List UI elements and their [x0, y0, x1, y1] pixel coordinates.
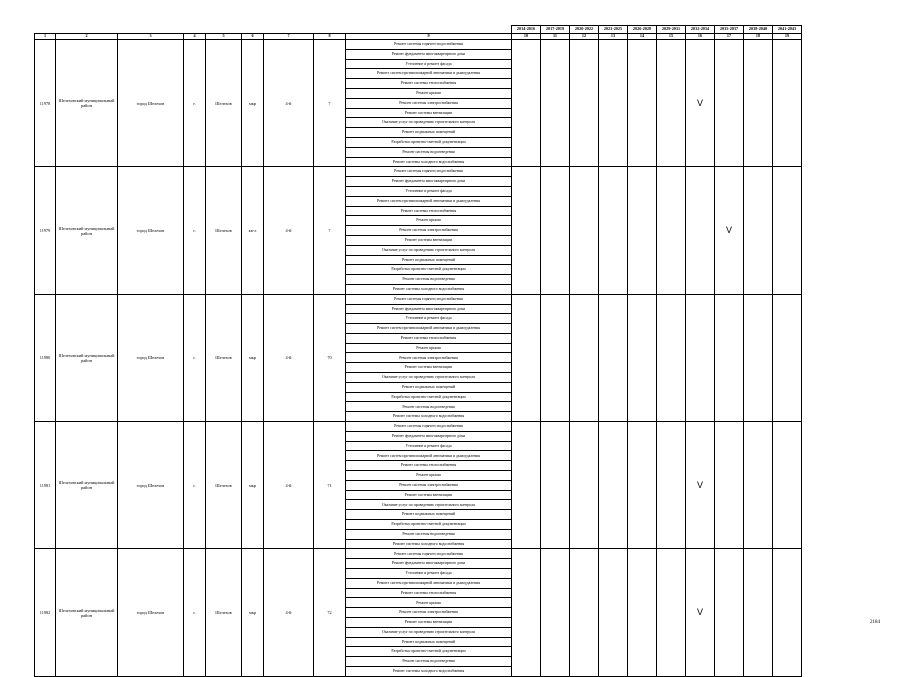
work-type: Разработка проектно-сметной документации [346, 392, 512, 402]
work-type: Ремонт системы холодного водоснабжения [346, 157, 512, 167]
record-district: Шелеховский муниципальный район [56, 39, 118, 166]
period-cell [570, 167, 599, 294]
column-number: 19 [773, 33, 802, 39]
period-cell [570, 549, 599, 676]
work-type: Ремонт системы электроснабжения [346, 480, 512, 490]
column-number: 18 [744, 33, 773, 39]
period-cell [686, 294, 715, 421]
column-number: 2 [56, 33, 118, 39]
period-cell [541, 167, 570, 294]
period-cell [541, 39, 570, 166]
column-number: 5 [206, 33, 242, 39]
period-header: 2029-2031 [657, 26, 686, 34]
period-cell [541, 294, 570, 421]
record-settlement: город Шелехов [118, 294, 184, 421]
record-district: Шелеховский муниципальный район [56, 549, 118, 676]
period-mark: V [686, 422, 715, 549]
work-type: Ремонт крыши [346, 343, 512, 353]
period-cell [628, 422, 657, 549]
work-type: Утепление и ремонт фасада [346, 441, 512, 451]
period-cell [744, 422, 773, 549]
work-type: Утепление и ремонт фасада [346, 186, 512, 196]
period-header-row [35, 26, 802, 34]
record-locality-type: г. [184, 549, 206, 676]
period-cell [657, 422, 686, 549]
work-type: Ремонт систем противопожарной автоматики и дымоудаления [346, 324, 512, 334]
record-settlement: город Шелехов [118, 422, 184, 549]
record-locality-type: г. [184, 167, 206, 294]
period-cell [570, 39, 599, 166]
period-cell [715, 422, 744, 549]
period-cell [657, 549, 686, 676]
period-cell [512, 422, 541, 549]
work-type: Ремонт фундамента многоквартирного дома [346, 304, 512, 314]
work-type: Ремонт системы электроснабжения [346, 353, 512, 363]
work-type: Ремонт системы холодного водоснабжения [346, 412, 512, 422]
period-header: 2023-2025 [599, 26, 628, 34]
period-cell [512, 39, 541, 166]
record-house: 7 [314, 39, 346, 166]
work-type: Ремонт крыши [346, 471, 512, 481]
work-type: Ремонт системы горячего водоснабжения [346, 167, 512, 177]
record-street: 4-й [264, 549, 314, 676]
work-type: Ремонт фундамента многоквартирного дома [346, 431, 512, 441]
work-type: Ремонт системы водоотведения [346, 275, 512, 285]
record-locality-type: г. [184, 294, 206, 421]
period-cell [599, 549, 628, 676]
record-house: 70 [314, 294, 346, 421]
work-type: Ремонт системы теплоснабжения [346, 206, 512, 216]
work-type: Ремонт системы водоотведения [346, 147, 512, 157]
work-type: Ремонт подвальных помещений [346, 382, 512, 392]
period-cell [657, 39, 686, 166]
record-district: Шелеховский муниципальный район [56, 422, 118, 549]
period-cell [744, 167, 773, 294]
period-cell [628, 39, 657, 166]
period-cell [744, 294, 773, 421]
column-number: 14 [628, 33, 657, 39]
work-type: Ремонт системы вентиляции [346, 618, 512, 628]
record-id: 11978 [35, 39, 56, 166]
column-number: 16 [686, 33, 715, 39]
column-number: 9 [346, 33, 512, 39]
work-type: Разработка проектно-сметной документации [346, 520, 512, 530]
record-id: 11982 [35, 549, 56, 676]
period-cell [512, 294, 541, 421]
work-type: Ремонт системы электроснабжения [346, 608, 512, 618]
record-street: 4-й [264, 39, 314, 166]
table-row [35, 294, 802, 304]
work-type: Ремонт системы вентиляции [346, 235, 512, 245]
work-type: Ремонт системы водоотведения [346, 657, 512, 667]
work-type: Ремонт системы горячего водоснабжения [346, 422, 512, 432]
column-number: 10 [512, 33, 541, 39]
period-header: 2020-2022 [570, 26, 599, 34]
period-cell [773, 39, 802, 166]
record-house: 7 [314, 167, 346, 294]
work-type: Ремонт системы теплоснабжения [346, 588, 512, 598]
period-cell [773, 549, 802, 676]
column-number: 3 [118, 33, 184, 39]
record-locality: Шелехов [206, 549, 242, 676]
capital-repair-register-table [34, 25, 802, 677]
work-type: Ремонт подвальных помещений [346, 255, 512, 265]
column-number: 12 [570, 33, 599, 39]
work-type: Ремонт системы электроснабжения [346, 226, 512, 236]
period-cell [541, 422, 570, 549]
work-type: Ремонт систем противопожарной автоматики и дымоудаления [346, 451, 512, 461]
record-id: 11981 [35, 422, 56, 549]
record-street-type: мкр [242, 549, 264, 676]
record-locality-type: г. [184, 422, 206, 549]
period-cell [541, 549, 570, 676]
record-id: 11980 [35, 294, 56, 421]
table-row [35, 167, 802, 177]
work-type: Ремонт подвальных помещений [346, 637, 512, 647]
record-house: 71 [314, 422, 346, 549]
work-type: Утепление и ремонт фасада [346, 569, 512, 579]
record-street-type: кв-л [242, 167, 264, 294]
work-type: Оказание услуг по проведению строительного контроля [346, 118, 512, 128]
period-cell [628, 294, 657, 421]
work-type: Ремонт системы электроснабжения [346, 98, 512, 108]
column-number: 4 [184, 33, 206, 39]
work-type: Ремонт крыши [346, 598, 512, 608]
table-row [35, 39, 802, 49]
work-type: Ремонт системы водоотведения [346, 529, 512, 539]
work-type: Разработка проектно-сметной документации [346, 137, 512, 147]
record-street-type: мкр [242, 422, 264, 549]
period-cell [599, 39, 628, 166]
work-type: Утепление и ремонт фасада [346, 314, 512, 324]
record-locality-type: г. [184, 39, 206, 166]
period-header: 2038-2040 [744, 26, 773, 34]
period-cell [773, 294, 802, 421]
period-cell [773, 422, 802, 549]
column-number: 11 [541, 33, 570, 39]
work-type: Оказание услуг по проведению строительного контроля [346, 373, 512, 383]
period-cell [599, 422, 628, 549]
record-district: Шелеховский муниципальный район [56, 167, 118, 294]
column-number: 15 [657, 33, 686, 39]
record-locality: Шелехов [206, 39, 242, 166]
work-type: Ремонт систем противопожарной автоматики и дымоудаления [346, 196, 512, 206]
period-cell [686, 167, 715, 294]
record-locality: Шелехов [206, 167, 242, 294]
period-cell [657, 294, 686, 421]
period-cell [512, 549, 541, 676]
period-header: 2035-2037 [715, 26, 744, 34]
work-type: Ремонт фундамента многоквартирного дома [346, 49, 512, 59]
work-type: Ремонт подвальных помещений [346, 510, 512, 520]
period-cell [715, 549, 744, 676]
record-settlement: город Шелехов [118, 167, 184, 294]
work-type: Ремонт системы холодного водоснабжения [346, 284, 512, 294]
record-district: Шелеховский муниципальный район [56, 294, 118, 421]
work-type: Ремонт системы теплоснабжения [346, 461, 512, 471]
period-cell [657, 167, 686, 294]
column-number: 8 [314, 33, 346, 39]
work-type: Ремонт фундамента многоквартирного дома [346, 559, 512, 569]
work-type: Утепление и ремонт фасада [346, 59, 512, 69]
work-type: Ремонт системы горячего водоснабжения [346, 39, 512, 49]
work-type: Ремонт системы холодного водоснабжения [346, 666, 512, 676]
column-number: 7 [264, 33, 314, 39]
period-cell [599, 167, 628, 294]
record-id: 11979 [35, 167, 56, 294]
work-type: Ремонт системы горячего водоснабжения [346, 294, 512, 304]
period-cell [628, 167, 657, 294]
page-number: 2184 [870, 620, 880, 625]
table-row [35, 549, 802, 559]
work-type: Ремонт систем противопожарной автоматики и дымоудаления [346, 69, 512, 79]
period-cell [628, 549, 657, 676]
work-type: Ремонт системы вентиляции [346, 363, 512, 373]
period-header: 2032-2034 [686, 26, 715, 34]
period-cell [715, 39, 744, 166]
table-row [35, 422, 802, 432]
record-settlement: город Шелехов [118, 549, 184, 676]
work-type: Ремонт систем противопожарной автоматики и дымоудаления [346, 578, 512, 588]
record-street-type: мкр [242, 39, 264, 166]
period-cell [599, 294, 628, 421]
work-type: Ремонт крыши [346, 88, 512, 98]
work-type: Ремонт системы вентиляции [346, 108, 512, 118]
period-cell [512, 167, 541, 294]
period-mark: V [686, 39, 715, 166]
work-type: Разработка проектно-сметной документации [346, 647, 512, 657]
period-cell [744, 39, 773, 166]
record-street: 4-й [264, 294, 314, 421]
work-type: Ремонт системы горячего водоснабжения [346, 549, 512, 559]
record-settlement: город Шелехов [118, 39, 184, 166]
work-type: Ремонт системы теплоснабжения [346, 333, 512, 343]
record-street-type: мкр [242, 294, 264, 421]
work-type: Оказание услуг по проведению строительного контроля [346, 500, 512, 510]
period-cell [773, 167, 802, 294]
period-mark: V [715, 167, 744, 294]
column-number: 1 [35, 33, 56, 39]
period-cell [570, 422, 599, 549]
work-type: Ремонт подвальных помещений [346, 128, 512, 138]
work-type: Ремонт системы водоотведения [346, 402, 512, 412]
work-type: Ремонт системы теплоснабжения [346, 79, 512, 89]
period-header: 2041-2043 [773, 26, 802, 34]
work-type: Ремонт системы холодного водоснабжения [346, 539, 512, 549]
work-type: Оказание услуг по проведению строительного контроля [346, 627, 512, 637]
work-type: Ремонт системы вентиляции [346, 490, 512, 500]
column-number: 6 [242, 33, 264, 39]
period-cell [744, 549, 773, 676]
work-type: Ремонт фундамента многоквартирного дома [346, 177, 512, 187]
period-cell [570, 294, 599, 421]
work-type: Разработка проектно-сметной документации [346, 265, 512, 275]
record-street: 4-й [264, 422, 314, 549]
period-header: 2014-2016 [512, 26, 541, 34]
work-type: Ремонт крыши [346, 216, 512, 226]
column-number: 13 [599, 33, 628, 39]
column-number: 17 [715, 33, 744, 39]
record-house: 72 [314, 549, 346, 676]
period-cell [715, 294, 744, 421]
period-mark: V [686, 549, 715, 676]
record-locality: Шелехов [206, 294, 242, 421]
period-header: 2026-2028 [628, 26, 657, 34]
period-header: 2017-2019 [541, 26, 570, 34]
work-type: Оказание услуг по проведению строительного контроля [346, 245, 512, 255]
record-street: 4-й [264, 167, 314, 294]
record-locality: Шелехов [206, 422, 242, 549]
